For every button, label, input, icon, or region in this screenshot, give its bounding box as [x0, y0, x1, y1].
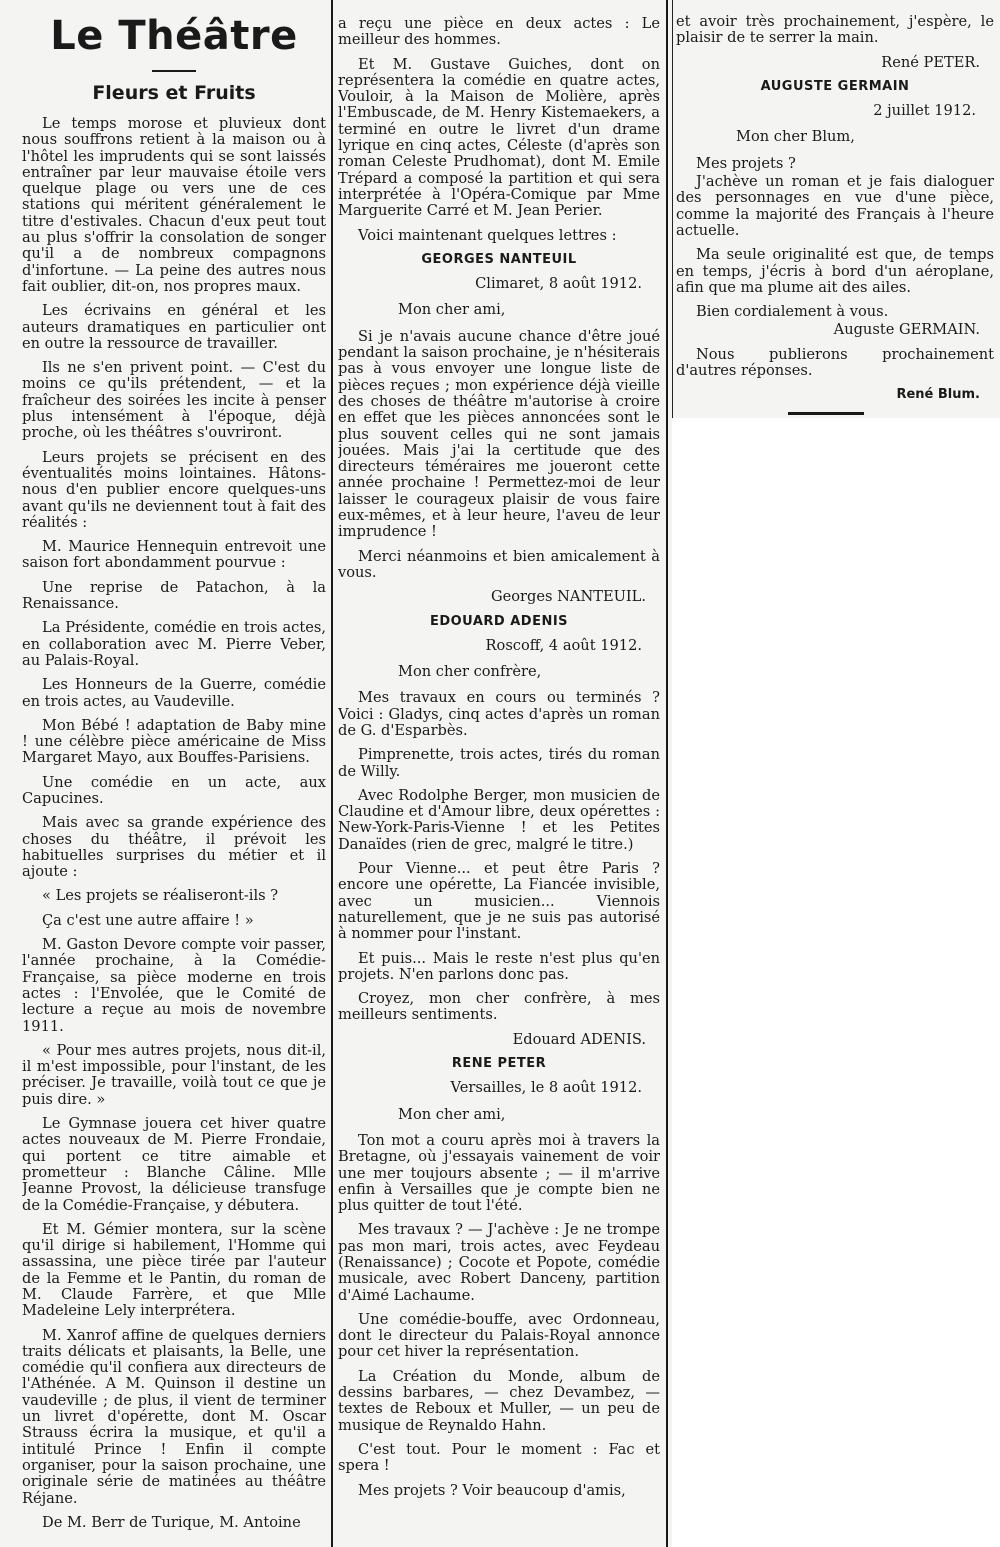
paragraph: a reçu une pièce en deux actes : Le meilleur des hommes. [338, 15, 660, 49]
letter-heading: EDOUARD ADENIS [429, 613, 569, 629]
paragraph: Mais avec sa grande expérience des choses du théâtre, il prévoit les habituelles surprises du métier et il ajoute : [22, 814, 326, 881]
paragraph: M. Gaston Devore compte voir passer, l'année prochaine, à la Comédie-Française, sa pièce moderne en trois actes : l'Envolée, que le Comité de lecture a reçue au mois de novembre 1911. [22, 936, 326, 1035]
paragraph: « Pour mes autres projets, nous dit-il, il m'est impossible, pour l'instant, de les préciser. Je travaille, voilà tout ce que je puis dire. » [22, 1041, 326, 1108]
paragraph: Ça c'est une autre affaire ! » [42, 911, 254, 929]
column-rule [666, 0, 668, 1547]
paragraph: La Présidente, comédie en trois actes, en collaboration avec M. Pierre Veber, au Palais-Royal. [22, 619, 326, 669]
letter-peter [338, 1056, 660, 1499]
paragraph: Croyez, mon cher confrère, à mes meilleurs sentiments. [338, 990, 660, 1024]
letter-heading: RENE PETER [451, 1056, 547, 1072]
paragraph: Les écrivains en général et les auteurs dramatiques en particulier ont en outre la ressource de travailler. [22, 302, 326, 352]
paragraph: La Création du Monde, album de dessins barbares, — chez Devambez, — textes de Reboux et Muller, — un peu de musique de Reynaldo Hahn. [338, 1367, 660, 1434]
letter-germain [676, 79, 994, 339]
paragraph: Ton mot a couru après moi à travers la Bretagne, où j'essayais vainement de voir une mer toujours absente ; — il m'arrive enfin à Versailles que je compte bien ne plus quitter de tout l'été. [338, 1131, 660, 1215]
paragraph: Une reprise de Patachon, à la Renaissance. [22, 578, 326, 613]
paragraph: Leurs projets se précisent en des éventualités moins lointaines. Hâtons-nous d'en publier encore quelques-uns avant qu'ils ne deviennent tout à fait des réalités : [22, 448, 326, 531]
paragraph: Le temps morose et pluvieux dont nous souffrons retient à la maison ou à l'hôtel les imprudents qui se sont laissés entraîner par leur mauvaise étoile vers quelque plage ou vers une de ces stations qui méritent généralement le titre d'estivales. Chacun d'eux peut tout au plus s'offrir la consolation de songer qu'il a de nombreux compagnons d'infortune. — La peine des autres nous fait oublier, dit-on, nos propres maux. [22, 115, 326, 295]
paragraph: Et M. Gémier montera, sur la scène qu'il dirige si habilement, l'Homme qui assassina, une pièce tirée par l'auteur de la Femme et le Pantin, du roman de M. Claude Farrère, et que Mlle Madeleine Lely interprétera. [22, 1220, 326, 1320]
paragraph: Mon Bébé ! adaptation de Baby mine ! une célèbre pièce américaine de Miss Margaret Mayo, aux Bouffes-Parisiens. [22, 716, 326, 767]
column-rule [331, 0, 333, 1547]
paragraph: Mes travaux ? — J'achève : Je ne trompe pas mon mari, trois actes, avec Feydeau (Renaissance) ; Cocote et Popote, comédie musicale, avec Robert Danceny, partition d'Aimé Lachaume. [338, 1221, 660, 1304]
paragraph: Mes projets ? [696, 154, 796, 172]
letter-signature: René PETER. [881, 53, 980, 71]
column-1 [22, 0, 326, 1539]
paragraph: et avoir très prochainement, j'espère, le plaisir de te serrer la main. [676, 13, 994, 47]
paragraph: Une comédie en un acte, aux Capucines. [22, 773, 326, 807]
paragraph: Le Gymnase jouera cet hiver quatre actes nouveaux de M. Pierre Frondaie, qui portent ce titre aimable et prometteur : Blanche Câline. Mlle Jeanne Provost, la délicieuse transfuge de la Comédie-Française, y débutera. [22, 1115, 326, 1214]
paragraph: « Les projets se réaliseront-ils ? [42, 887, 279, 905]
letter-heading: AUGUSTE GERMAIN [760, 78, 910, 94]
paragraph: M. Maurice Hennequin entrevoit une saison fort abondamment pourvue : [22, 538, 326, 572]
paragraph: C'est tout. Pour le moment : Fac et spera ! [338, 1440, 660, 1475]
letter-salutation: Mon cher ami, [398, 301, 506, 319]
paragraph: Ma seule originalité est que, de temps en temps, j'écris à bord d'un aéroplane, afin que ma plume ait des ailes. [676, 246, 994, 296]
paragraph: M. Xanrof affine de quelques derniers traits délicats et plaisants, la Belle, une comédie qu'il confiera aux directeurs de l'Athénée. A M. Quinson il destine un vaudeville ; de plus, il vient de terminer un livret d'opérette, dont M. Oscar Strauss écrira la musique, et qu'il a intitulé Prince ! Enfin il compte organiser, pour la saison prochaine, une originale série de matinées au théâtre Réjane. [22, 1326, 326, 1507]
letter-adenis [338, 614, 660, 1049]
letter-salutation: Mon cher ami, [398, 1105, 506, 1123]
paragraph: De M. Berr de Turique, M. Antoine [42, 1513, 301, 1531]
paragraph: Une comédie-bouffe, avec Ordonneau, dont le directeur du Palais-Royal annonce pour cet hiver la représentation. [338, 1310, 660, 1361]
paragraph: Ils ne s'en privent point. — C'est du moins ce qu'ils prétendent, — et la fraîcheur des soirées les incite à penser plus intensément à l'époque, déjà proche, où les théâtres s'ouvriront. [22, 359, 326, 442]
letter-nanteuil [338, 252, 660, 606]
article-title: Le Théâtre [50, 13, 298, 59]
column-2 [338, 0, 660, 1507]
paragraph: J'achève un roman et je fais dialoguer des personnages en vue d'une pièce, comme la majorité des Français à l'heure actuelle. [676, 173, 994, 239]
letter-date: 2 juillet 1912. [873, 102, 976, 120]
paragraph: Pour Vienne... et peut être Paris ? encore une opérette, La Fiancée invisible, avec un musicien... Viennois naturellement, que je ne suis pas autorisé à nommer pour l'instant. [338, 860, 660, 943]
paragraph: Mes travaux en cours ou terminés ? Voici : Gladys, cinq actes d'après un roman de G. d'Esparbès. [338, 689, 660, 739]
letter-date: Roscoff, 4 août 1912. [485, 636, 642, 654]
paragraph: Mes projets ? Voir beaucoup d'amis, [358, 1481, 626, 1499]
letter-date: Versailles, le 8 août 1912. [450, 1079, 642, 1097]
paragraph: Et puis... Mais le reste n'est plus qu'en projets. N'en parlons donc pas. [338, 949, 660, 983]
letter-salutation: Mon cher confrère, [398, 663, 542, 681]
letter-heading: GEORGES NANTEUIL [421, 251, 577, 267]
paragraph: Si je n'avais aucune chance d'être joué pendant la saison prochaine, je n'hésiterais pas à vous envoyer une longue liste de pièces reçues ; mon expérience déjà vieille des choses de théâtre m'autorise à croire en effet que les pièces annoncées sont le plus souvent celles qui ne sont jamais jouées. Mais j'ai la certitude que des directeurs téméraires me joueront cette année prochaine ! Permettez-moi de leur laisser le courageux plaisir de vous faire eux-mêmes, et à leur heure, l'aveu de leur imprudence ! [338, 327, 660, 541]
closing-note: Nous publierons prochainement d'autres réponses. [676, 345, 994, 380]
column-3 [676, 0, 994, 415]
title-divider [152, 70, 196, 72]
end-rule [788, 412, 864, 415]
letter-signature: Edouard ADENIS. [512, 1030, 646, 1048]
paragraph: Voici maintenant quelques lettres : [358, 226, 617, 244]
paragraph: Bien cordialement à vous. [696, 303, 889, 321]
letter-signature: Georges NANTEUIL. [490, 588, 646, 606]
paragraph: Et M. Gustave Guiches, dont on représentera la comédie en quatre actes, Vouloir, à la Maison de Molière, après l'Embuscade, de M. Henry Kistemaekers, a terminé en outre le livret d'un drame lyrique en cinq actes, Céleste (d'après son roman Celeste Prudhomat), dont M. Emile Trépard a composé la partition et qui sera interprétée à l'Opéra-Comique par Mme Marguerite Carré et M. Jean Perier. [338, 55, 660, 220]
article-subtitle: Fleurs et Fruits [92, 82, 256, 104]
letter-salutation: Mon cher Blum, [736, 128, 855, 146]
letter-date: Climaret, 8 août 1912. [475, 275, 642, 293]
letter-signature: Auguste GERMAIN. [833, 321, 980, 339]
article-author: René Blum. [896, 387, 980, 403]
paragraph: Les Honneurs de la Guerre, comédie en trois actes, au Vaudeville. [22, 676, 326, 710]
paragraph: Avec Rodolphe Berger, mon musicien de Claudine et d'Amour libre, deux opérettes : New-York-Paris-Vienne ! et les Petites Danaïdes (rien de grec, malgré le titre.) [338, 786, 660, 853]
paragraph: Pimprenette, trois actes, tirés du roman de Willy. [338, 746, 660, 780]
paragraph: Merci néanmoins et bien amicalement à vous. [338, 547, 660, 581]
